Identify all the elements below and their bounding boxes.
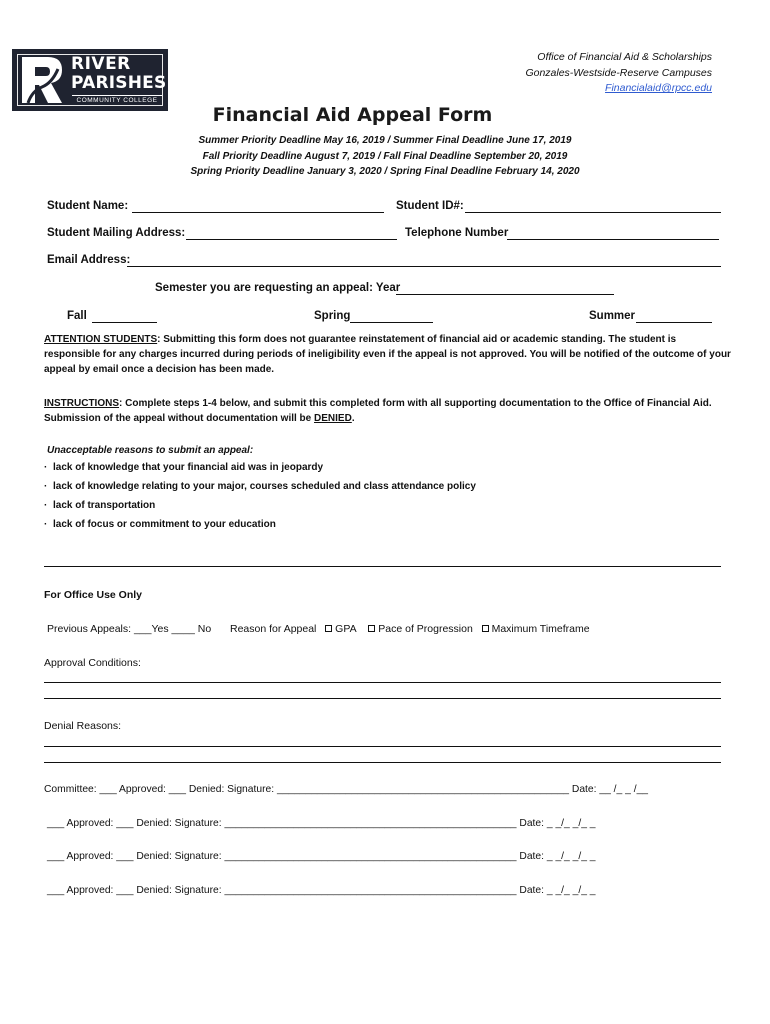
list-item: · lack of knowledge that your financial aid was in jeopardy (44, 462, 324, 473)
pace-label: Pace of Progression (378, 623, 473, 635)
list-item: · lack of transportation (44, 500, 156, 511)
max-timeframe-label: Maximum Timeframe (491, 623, 590, 635)
denial-reasons-label: Denial Reasons: (44, 720, 122, 732)
list-item: · lack of knowledge relating to your major, courses scheduled and class attendance policy (44, 481, 476, 492)
spring-line[interactable] (350, 322, 433, 323)
college-logo (12, 49, 168, 111)
fall-line[interactable] (92, 322, 157, 323)
summer-line[interactable] (636, 322, 712, 323)
approval-line[interactable] (44, 682, 721, 683)
pace-checkbox[interactable] (368, 625, 375, 632)
signature-row: ___ Approved: ___ Denied: Signature: ___________________________________________________ Date: _ _/_ _/_ _ (47, 851, 596, 862)
instructions-denied: DENIED (314, 413, 352, 424)
telephone-label: Telephone Number (405, 227, 509, 239)
attention-text: : Submitting this form does not guarantee reinstatement of financial aid or academic standing. The student is responsible for any charges incurred during periods of ineligibility even if the appeal is not approved. You will be notified of the outcome of your appeal by email once a decision has been made. (44, 334, 731, 375)
semester-label: Semester you are requesting an appeal: Year (155, 282, 401, 294)
max-timeframe-checkbox[interactable] (482, 625, 489, 632)
reason-label: Reason for Appeal (230, 623, 317, 635)
signature-row: ___ Approved: ___ Denied: Signature: ___________________________________________________ Date: _ _/_ _/_ _ (47, 885, 596, 896)
semester-year-line[interactable] (396, 294, 614, 295)
office-email-link[interactable]: Financialaid@rpcc.edu (605, 82, 712, 94)
office-name: Office of Financial Aid & Scholarships (537, 51, 712, 63)
list-item: · lack of focus or commitment to your education (44, 519, 276, 530)
logo-text-river: RIVER (71, 54, 131, 74)
mailing-address-label: Student Mailing Address: (47, 227, 186, 239)
office-use-heading: For Office Use Only (44, 589, 143, 601)
office-campuses: Gonzales-Westside-Reserve Campuses (525, 67, 712, 79)
mailing-address-line[interactable] (186, 239, 397, 240)
email-line[interactable] (127, 266, 721, 267)
signature-row: ___ Approved: ___ Denied: Signature: ___________________________________________________ Date: _ _/_ _/_ _ (47, 818, 596, 829)
logo-text-parishes: PARISHES (71, 73, 167, 93)
instructions-text: : Complete steps 1-4 below, and submit this completed form with all supporting documentation to the Office of Financial Aid. Submission of the appeal without documentation will be (44, 398, 712, 424)
gpa-checkbox[interactable] (325, 625, 332, 632)
summer-label: Summer (589, 310, 636, 322)
spring-label: Spring (314, 310, 351, 322)
instructions-notice (44, 396, 734, 426)
unacceptable-heading: Unacceptable reasons to submit an appeal: (47, 445, 254, 456)
instructions-end: . (351, 413, 355, 424)
denial-line[interactable] (44, 746, 721, 747)
denial-line[interactable] (44, 762, 721, 763)
river-r-logo-icon (18, 55, 66, 105)
committee-row: Committee: ___ Approved: ___ Denied: Signature: ___________________________________________________ Date: __ /_ _ /__ (44, 784, 649, 795)
fall-label: Fall (67, 310, 87, 322)
email-label: Email Address: (47, 254, 131, 266)
deadline-spring: Spring Priority Deadline January 3, 2020 / Spring Final Deadline February 14, 2020 (190, 166, 580, 177)
logo-text-community-college: COMMUNITY COLLEGE (72, 95, 162, 104)
student-name-label: Student Name: (47, 200, 129, 212)
previous-appeals: Previous Appeals: ___Yes ____ No (47, 623, 212, 635)
student-id-label: Student ID#: (396, 200, 464, 212)
deadline-fall: Fall Priority Deadline August 7, 2019 / Fall Final Deadline September 20, 2019 (202, 151, 568, 162)
student-id-line[interactable] (465, 212, 721, 213)
instructions-label: INSTRUCTIONS (44, 398, 119, 409)
telephone-line[interactable] (507, 239, 719, 240)
approval-line[interactable] (44, 698, 721, 699)
reason-for-appeal (230, 623, 590, 635)
section-divider (44, 566, 721, 567)
approval-conditions-label: Approval Conditions: (44, 657, 141, 669)
deadline-summer: Summer Priority Deadline May 16, 2019 / Summer Final Deadline June 17, 2019 (198, 135, 572, 146)
attention-label: ATTENTION STUDENTS (44, 334, 158, 345)
student-name-line[interactable] (132, 212, 384, 213)
gpa-label: GPA (335, 623, 357, 635)
attention-notice (44, 332, 734, 377)
form-title: Financial Aid Appeal Form (212, 104, 493, 126)
